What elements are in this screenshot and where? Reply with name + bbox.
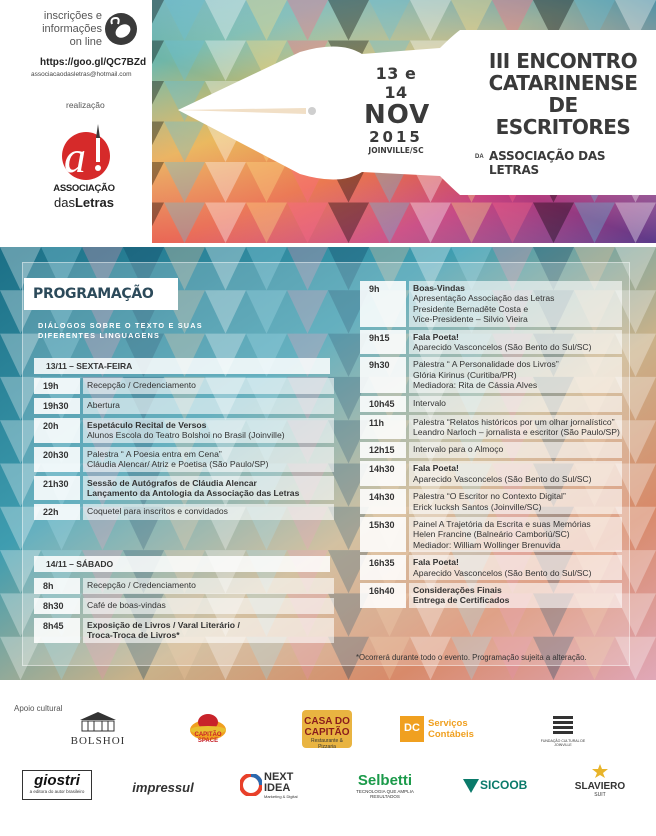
schedule-line: Espetáculo Recital de Versos	[87, 420, 207, 430]
sponsor-slaviero	[570, 764, 630, 798]
day1-label: 13/11 – SEXTA-FEIRA	[34, 358, 330, 374]
sponsor-giostri-sub: a editora do autor brasileiro	[29, 789, 85, 794]
schedule-description	[409, 281, 622, 327]
schedule-row	[360, 555, 622, 580]
schedule-time: 12h15	[360, 442, 406, 458]
schedule-time: 9h30	[360, 357, 406, 392]
sponsor-casa-do-capitao	[302, 710, 352, 748]
event-header	[0, 0, 656, 243]
schedule-line: Aparecido Vasconcelos (São Bento do Sul/SC)	[413, 473, 592, 484]
sponsor-next-idea-name: NEXT IDEA	[264, 771, 294, 794]
sponsor-bolshoi	[66, 710, 130, 747]
sponsor-next-idea-sub: Marketing & Digital	[264, 794, 298, 799]
schedule-line: Apresentação Associação das Letras	[413, 293, 555, 304]
schedule-line: Cláudia Alencar/ Atriz e Poetisa (São Paulo/SP)	[87, 459, 269, 470]
schedule-description	[83, 476, 334, 501]
schedule-line: Fala Poeta!	[413, 331, 459, 342]
schedule-time: 19h	[34, 378, 80, 394]
sponsor-dc-name: Serviços Contábeis	[428, 718, 474, 740]
event-title-da: DA	[475, 154, 484, 160]
schedule-row	[34, 618, 334, 643]
bolshoi-building-icon	[66, 710, 130, 732]
program-section	[0, 247, 656, 680]
schedule-description	[409, 583, 622, 608]
schedule-description	[409, 357, 622, 392]
sponsor-fundacao-name: FUNDAÇÃO CULTURAL DE JOINVILLE	[540, 739, 586, 747]
schedule-line: Glória Kirinus (Curitiba/PR)	[413, 369, 517, 380]
schedule-row	[34, 378, 334, 394]
realizacao-label: realização	[66, 100, 105, 110]
event-date	[364, 64, 431, 155]
sponsors-section	[0, 690, 656, 836]
schedule-line: Palestra “ A Poesia entra em Cena”	[87, 448, 222, 459]
schedule-description	[83, 578, 334, 594]
schedule-line: Recepção / Credenciamento	[87, 380, 196, 390]
event-year: 2015	[369, 128, 423, 146]
schedule-time: 8h	[34, 578, 80, 594]
schedule-time: 8h45	[34, 618, 80, 643]
sponsor-slaviero-sub: SUIT	[594, 792, 606, 798]
event-city: JOINVILLE/SC	[368, 146, 424, 155]
sponsor-capitao-space	[188, 708, 228, 748]
schedule-line: Aparecido Vasconcelos (São Bento do Sul/SC)	[413, 567, 592, 578]
schedule-description	[409, 489, 622, 514]
schedule-line: Fala Poeta!	[413, 463, 459, 474]
event-title-line-3: DE ESCRITORES	[495, 93, 631, 139]
sponsor-sicoob-name: SICOOB	[480, 778, 528, 792]
schedule-row	[360, 330, 622, 355]
schedule-line: Alunos Escola do Teatro Bolshoi no Brasil (Joinville)	[87, 430, 285, 441]
schedule-time: 20h	[34, 418, 80, 443]
schedule-row	[360, 415, 622, 440]
sponsor-selbetti-sub: TECNOLOGIA QUE AMPLIA RESULTADOS	[356, 789, 414, 799]
schedule-row	[34, 504, 334, 520]
schedule-description	[409, 330, 622, 355]
program-note: *Ocorrerá durante todo o evento. Programação sujeita a alteração.	[356, 653, 587, 662]
sponsors-label: Apoio cultural	[14, 704, 63, 713]
schedule-row	[34, 447, 334, 472]
sponsor-giostri-name: giostri	[34, 772, 80, 789]
sponsor-sicoob	[458, 776, 538, 794]
fundacao-cultural-icon	[538, 714, 588, 736]
schedule-description	[409, 442, 622, 458]
schedule-row	[360, 517, 622, 552]
schedule-time: 9h15	[360, 330, 406, 355]
logo-text-associacao: ASSOCIAÇÃO	[53, 183, 115, 194]
sponsor-casa-do-capitao-name: CASA DO CAPITÃO	[304, 716, 350, 738]
schedule-line: Intervalo para o Almoço	[413, 444, 504, 455]
schedule-description	[83, 598, 334, 614]
schedule-time: 22h	[34, 504, 80, 520]
schedule-line: Erick Iucksh Santos (Joinville/SC)	[413, 501, 542, 512]
schedule-description	[83, 398, 334, 414]
schedule-line: Abertura	[87, 400, 120, 410]
sponsor-casa-do-capitao-sub: Restaurante & Pizzaria	[311, 738, 343, 750]
schedule-row	[360, 489, 622, 514]
schedule-line: Mediadora: Rita de Cássia Alves	[413, 380, 538, 391]
schedule-line: Recepção / Credenciamento	[87, 580, 196, 590]
svg-text:a: a	[64, 133, 86, 182]
schedule-time: 15h30	[360, 517, 406, 552]
registration-email[interactable]: associacaodasletras@hotmail.com	[31, 71, 132, 78]
schedule-row	[360, 583, 622, 608]
schedule-line: Palestra “ A Personalidade dos Livros”	[413, 359, 559, 370]
schedule-time: 8h30	[34, 598, 80, 614]
program-title: PROGRAMAÇÃO	[24, 278, 178, 310]
schedule-line: Sessão de Autógrafos de Cláudia Alencar	[87, 477, 257, 488]
schedule-description	[409, 396, 622, 412]
schedule-time: 20h30	[34, 447, 80, 472]
schedule-row	[360, 281, 622, 327]
schedule-time: 19h30	[34, 398, 80, 414]
schedule-row	[34, 418, 334, 443]
schedule-line: Intervalo	[413, 397, 446, 408]
sponsor-bolshoi-name: BOLSHOI	[70, 735, 126, 747]
schedule-row	[360, 357, 622, 392]
schedule-line: Painel A Trajetória da Escrita e suas Memórias	[413, 519, 591, 529]
schedule-line: Presidente Bernadête Costa e	[413, 303, 529, 314]
schedule-description	[409, 415, 622, 440]
event-month: NOV	[364, 100, 431, 130]
sponsor-slaviero-name: SLAVIERO	[574, 781, 626, 792]
schedule-row	[34, 476, 334, 501]
sponsor-dc-servicos	[400, 716, 490, 742]
sponsor-giostri	[22, 770, 92, 800]
event-title	[485, 50, 641, 138]
slaviero-icon	[590, 764, 610, 778]
next-idea-icon	[240, 774, 262, 796]
schedule-description	[83, 378, 334, 394]
schedule-line: Entrega de Certificados	[413, 595, 510, 606]
sponsor-selbetti	[346, 772, 424, 799]
sicoob-icon	[462, 776, 480, 794]
schedule-time: 11h	[360, 415, 406, 440]
schedule-line: Café de boas-vindas	[87, 600, 166, 610]
schedule-line: Exposição de Livros / Varal Literário /	[87, 620, 240, 630]
schedule-line: Leandro Narloch – jornalista e escritor (São Paulo/SP)	[413, 427, 620, 437]
schedule-time: 10h45	[360, 396, 406, 412]
schedule-time: 16h40	[360, 583, 406, 608]
schedule-description	[409, 555, 622, 580]
sponsor-impressul: impressul	[132, 780, 194, 795]
schedule-description	[83, 447, 334, 472]
schedule-row	[34, 598, 334, 614]
schedule-time: 16h35	[360, 555, 406, 580]
sponsor-next-idea	[240, 770, 304, 800]
event-title-line-2: CATARINENSE	[488, 71, 638, 95]
event-days: 13 e 14	[375, 64, 417, 102]
schedule-row	[360, 442, 622, 458]
schedule-line: Vice-Presidente – Silvio Vieira	[413, 314, 528, 325]
schedule-row	[360, 461, 622, 486]
logo-text-letras: Letras	[74, 195, 114, 210]
day2-label: 14/11 – SÁBADO	[34, 556, 330, 572]
dc-badge: DC	[400, 716, 424, 742]
schedule-line: Aparecido Vasconcelos (São Bento do Sul/SC)	[413, 342, 592, 352]
schedule-line: Boas-Vindas	[413, 283, 465, 293]
schedule-line: Palestra “O Escritor no Contexto Digital”	[413, 491, 566, 502]
schedule-time: 14h30	[360, 461, 406, 486]
schedule-description	[83, 618, 334, 643]
schedule-line: Mediador: William Wollinger Brenuvida	[413, 539, 561, 550]
program-subtitle: DIÁLOGOS SOBRE O TEXTO E SUAS DIFERENTES LINGUAGENS	[38, 321, 203, 340]
sponsor-selbetti-name: Selbetti	[357, 772, 413, 789]
registration-text: inscrições e informações on line	[42, 10, 102, 48]
schedule-line: Considerações Finais	[413, 585, 502, 595]
schedule-time: 21h30	[34, 476, 80, 501]
schedule-line: Fala Poeta!	[413, 557, 459, 568]
schedule-line: Coquetel para inscritos e convidados	[87, 506, 228, 517]
schedule-row	[360, 396, 622, 412]
schedule-time: 14h30	[360, 489, 406, 514]
event-subtitle: ASSOCIAÇÃO DAS LETRAS	[489, 149, 606, 177]
sponsor-capitao-space-name: CAPITÃO SPACE	[194, 732, 222, 744]
event-title-line-1: III ENCONTRO	[488, 49, 638, 73]
logo-text-das: das	[54, 195, 75, 210]
schedule-row	[34, 578, 334, 594]
schedule-description	[83, 418, 334, 443]
schedule-description	[83, 504, 334, 520]
schedule-line: Helen Francine (Balneário Camboriú/SC)	[413, 529, 570, 540]
schedule-line: Lançamento da Antologia da Associação das Letras	[87, 488, 300, 498]
schedule-time: 9h	[360, 281, 406, 327]
registration-url[interactable]: https://goo.gl/QC7BZd	[40, 57, 147, 68]
schedule-description	[409, 461, 622, 486]
schedule-row	[34, 398, 334, 414]
schedule-line: Palestra “Relatos históricos por um olhar jornalístico”	[413, 416, 615, 427]
sponsor-fundacao-cultural	[538, 714, 588, 747]
schedule-line: Troca-Troca de Livros*	[87, 630, 180, 641]
schedule-description	[409, 517, 622, 552]
